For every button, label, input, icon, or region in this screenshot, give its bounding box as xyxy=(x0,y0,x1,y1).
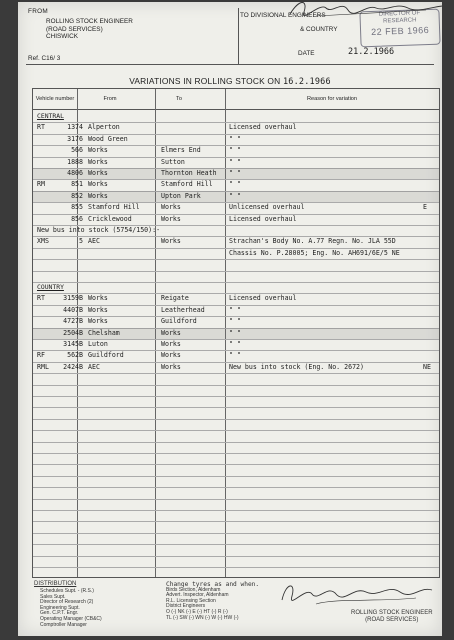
column-header-to: To xyxy=(176,95,182,102)
vehicle-number: 562B xyxy=(67,351,83,360)
table-row xyxy=(33,259,439,270)
reason-cell: " " xyxy=(229,169,241,177)
table-row xyxy=(33,293,439,304)
to-cell: Upton Park xyxy=(161,191,201,200)
reason-cell: " " xyxy=(229,305,241,314)
from-cell: Chelsham xyxy=(88,328,120,337)
to-cell: Works xyxy=(161,237,181,246)
table-row xyxy=(33,316,439,327)
signoff xyxy=(351,610,433,624)
row-rule xyxy=(33,419,439,420)
reason-cell: " " xyxy=(229,180,241,189)
from-cell: Works xyxy=(88,169,108,177)
table-row xyxy=(33,191,439,202)
vehicle-number: 3145B xyxy=(63,340,83,348)
signoff-line: (ROAD SERVICES) xyxy=(365,617,419,623)
vehicle-class: XMS xyxy=(37,237,49,246)
from-line: (ROAD SERVICES) xyxy=(46,25,103,33)
vehicle-number: 3159B xyxy=(63,294,83,303)
section-heading: COUNTRY xyxy=(37,283,64,291)
distribution-item: Director of Research (2) xyxy=(40,599,94,606)
reason-cell: " " xyxy=(229,340,241,348)
reason-cell: " " xyxy=(229,351,241,360)
row-rule xyxy=(33,510,439,511)
from-line: CHISWICK xyxy=(46,33,78,41)
variations-table xyxy=(32,88,440,578)
to-cell: Reigate xyxy=(161,294,189,303)
handwritten-signature-top xyxy=(286,2,442,20)
from-cell: Stamford Hill xyxy=(88,203,140,212)
vehicle-class: RF xyxy=(37,351,45,360)
row-rule xyxy=(33,396,439,397)
distribution-item: Gen. C.P.T. Engr. xyxy=(40,610,79,617)
from-cell: Guildford xyxy=(88,351,124,360)
document-page xyxy=(18,2,442,636)
row-rule xyxy=(33,407,439,408)
country-line: & COUNTRY xyxy=(300,26,338,33)
section-heading: CENTRAL xyxy=(37,112,64,120)
header-rule xyxy=(26,64,434,65)
table-row xyxy=(33,236,439,247)
to-line: TO DIVISIONAL ENGINEERS xyxy=(240,12,326,19)
row-note: New bus into stock (5754/150):- xyxy=(37,226,161,234)
row-rule xyxy=(33,385,439,386)
from-cell: Works xyxy=(88,294,108,303)
vehicle-number: 851 xyxy=(71,180,83,189)
distribution-item: Schedules Supt. - (R.S.) xyxy=(40,588,94,594)
distribution-title: DISTRIBUTION xyxy=(34,581,77,587)
to-cell: Thornton Heath xyxy=(161,169,217,177)
distribution-item: Engineering Supt. xyxy=(40,604,80,611)
from-block xyxy=(28,8,243,64)
distribution-notes xyxy=(166,582,259,621)
table-row xyxy=(33,339,439,350)
to-cell: Works xyxy=(161,328,181,337)
from-cell: Wood Green xyxy=(88,134,128,143)
date-label: DATE xyxy=(298,50,315,57)
from-cell: Works xyxy=(88,317,108,326)
from-address xyxy=(46,18,133,41)
from-line: ROLLING STOCK ENGINEER xyxy=(46,18,133,25)
table-row xyxy=(33,179,439,190)
reason-cell: " " xyxy=(229,317,241,326)
vehicle-number: 1888 xyxy=(67,157,83,166)
stamp-line: RESEARCH xyxy=(382,17,417,25)
from-cell: AEC xyxy=(88,237,100,246)
row-rule xyxy=(33,464,439,465)
table-row xyxy=(33,305,439,316)
to-cell: Works xyxy=(161,351,181,360)
row-rule xyxy=(33,499,439,500)
stamp-date: 22 FEB 1966 xyxy=(370,24,430,38)
vehicle-class: RM xyxy=(37,180,45,189)
note-line: R.L. Licensing Section xyxy=(166,597,216,604)
table-row xyxy=(33,202,439,213)
vehicle-class: RT xyxy=(37,294,45,303)
vehicle-class: RML xyxy=(37,362,49,371)
to-cell: Stamford Hill xyxy=(161,180,213,189)
row-rule xyxy=(33,521,439,522)
reason-cell: " " xyxy=(229,328,241,337)
vehicle-number: 2504B xyxy=(63,328,83,337)
from-cell: Works xyxy=(88,191,108,200)
vehicle-number: 1374 xyxy=(67,123,83,132)
vehicle-number: 856 xyxy=(71,214,83,223)
vehicle-number: 852 xyxy=(71,191,83,200)
distribution-item: Sales Supt. xyxy=(40,593,66,600)
reason-cell: Unlicensed overhaul xyxy=(229,203,305,212)
to-cell: Works xyxy=(161,340,181,348)
reason-cell: Licensed overhaul xyxy=(229,123,297,132)
to-cell: Elmers End xyxy=(161,146,201,155)
table-row xyxy=(33,350,439,361)
vehicle-number: 4407B xyxy=(63,305,83,314)
table-row xyxy=(33,225,439,236)
reason-cell: " " xyxy=(229,191,241,200)
from-cell: AEC xyxy=(88,362,100,371)
from-cell: Works xyxy=(88,180,108,189)
reason-cell: " " xyxy=(229,134,241,143)
row-rule xyxy=(33,487,439,488)
section-heading-row xyxy=(33,282,439,293)
reason-cell: Strachan's Body No. A.77 Regn. No. JLA 55D xyxy=(229,237,396,246)
note-line: O (-) NK (-) E (-) HT (-) R (-) xyxy=(166,608,228,615)
table-row xyxy=(33,134,439,145)
date-value: 21.2.1966 xyxy=(348,47,395,57)
to-cell: Works xyxy=(161,203,181,212)
column-header-reason: Reason for variation xyxy=(306,95,358,102)
table-row xyxy=(33,145,439,156)
remark-cell: NE xyxy=(423,362,431,371)
distribution-item: Operating Manager (CB&C) xyxy=(40,615,102,622)
table-row xyxy=(33,328,439,339)
vehicle-number: 4806 xyxy=(67,169,83,177)
from-cell: Cricklewood xyxy=(88,214,132,223)
vehicle-number: 4727B xyxy=(63,317,83,326)
from-cell: Luton xyxy=(88,340,108,348)
row-rule xyxy=(33,442,439,443)
header-divider xyxy=(238,8,239,64)
to-cell: Sutton xyxy=(161,157,185,166)
row-rule xyxy=(33,533,439,534)
table-row xyxy=(33,122,439,133)
reason-cell: Licensed overhaul xyxy=(229,214,297,223)
to-cell: Works xyxy=(161,362,181,371)
table-row xyxy=(33,214,439,225)
note-line: Change tyres as and when. xyxy=(166,581,260,588)
reference-number: Ref. C16/ 3 xyxy=(28,55,61,62)
note-line: Advert. Inspector, Aldenham xyxy=(166,592,229,599)
table-header xyxy=(33,89,439,110)
from-cell: Works xyxy=(88,146,108,155)
table-row xyxy=(33,362,439,373)
table-row xyxy=(33,271,439,282)
to-cell: Works xyxy=(161,214,181,223)
vehicle-number: 855 xyxy=(71,203,83,212)
remark-cell: E xyxy=(423,203,427,212)
section-heading-row xyxy=(33,111,439,122)
row-rule xyxy=(33,430,439,431)
note-line: Birds Section, Aldenham xyxy=(166,586,221,593)
note-line: TL (-) SW (-) WN (-) W (-) HW (-) xyxy=(166,614,239,621)
to-cell: Guildford xyxy=(161,317,197,326)
vehicle-number: 2424B xyxy=(63,362,83,371)
table-row xyxy=(33,157,439,168)
vehicle-class: RT xyxy=(37,123,45,132)
from-cell: Works xyxy=(88,305,108,314)
distribution-list xyxy=(40,589,102,628)
distribution-item: Comptroller Manager xyxy=(40,621,87,628)
from-cell: Works xyxy=(88,157,108,166)
document-title xyxy=(18,76,442,87)
reason-cell: " " xyxy=(229,157,241,166)
note-line: District Engineers xyxy=(166,603,206,610)
handwritten-signature-bottom xyxy=(276,576,436,610)
column-header-vehicle: Vehicle number xyxy=(35,95,75,102)
row-rule xyxy=(33,567,439,568)
vehicle-number: 5 xyxy=(79,237,83,246)
reason-cell: Licensed overhaul xyxy=(229,294,297,303)
reason-cell: New bus into stock (Eng. No. 2672) xyxy=(229,362,364,371)
row-rule xyxy=(33,556,439,557)
from-label: FROM xyxy=(28,8,49,15)
from-cell: Alperton xyxy=(88,123,120,132)
row-rule xyxy=(33,476,439,477)
row-rule xyxy=(33,373,439,374)
stamp-line: DIRECTOR OF xyxy=(378,10,421,18)
title-date: 16.2.1966 xyxy=(282,77,331,87)
vehicle-number: 3176 xyxy=(67,134,83,143)
vehicle-number: 566 xyxy=(71,146,83,155)
signoff-line: ROLLING STOCK ENGINEER xyxy=(351,610,433,616)
title-text: VARIATIONS IN ROLLING STOCK ON xyxy=(129,76,281,86)
reason-cell: " " xyxy=(229,146,241,155)
footer xyxy=(26,580,434,636)
to-cell: Leatherhead xyxy=(161,305,205,314)
reason-cell: Chassis No. P.28005; Eng. No. AH691/6E/5 NE xyxy=(229,248,400,257)
table-row xyxy=(33,248,439,259)
row-rule xyxy=(33,544,439,545)
row-rule xyxy=(33,453,439,454)
column-header-from: From xyxy=(103,95,117,102)
table-row xyxy=(33,168,439,179)
